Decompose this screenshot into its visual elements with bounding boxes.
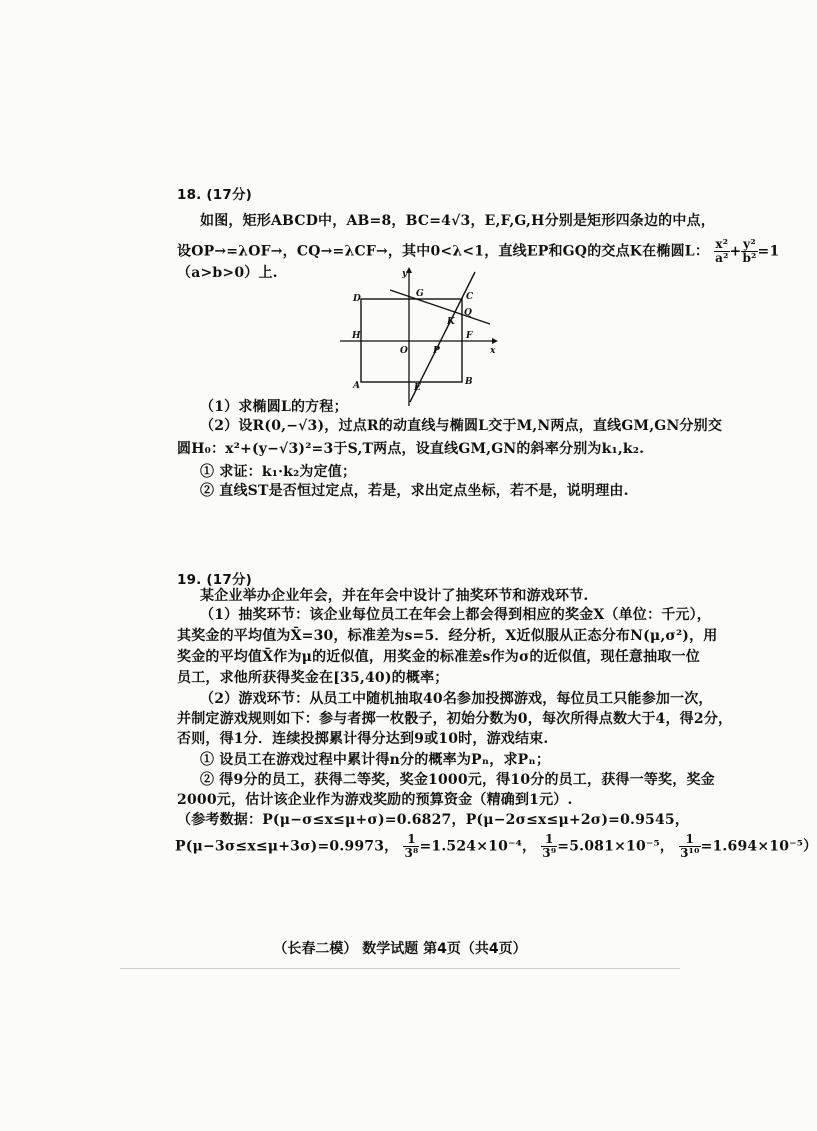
q19-line9: ① 设员工在游戏过程中累计得n分的概率为Pₙ，求Pₙ； (200, 752, 551, 768)
ref-frac-1: $\frac{1}{\text{3⁸}}$ (404, 832, 419, 860)
x-axis-arrow (492, 338, 498, 344)
footer-divider (120, 968, 680, 969)
q19-ref-line1: （参考数据：P(μ−σ≤x≤μ+σ)=0.6827，P(μ−2σ≤x≤μ+2σ)=0.9545， (177, 812, 690, 828)
q19-ref-line2: P(μ−3σ≤x≤μ+3σ)=0.9973， $\frac{1}{\text{3⁸}}$ =1.524×10⁻⁴， $\frac{1}{\text{3⁹}}$ =5.081×10⁻⁵， $\frac{1}{\text{3¹⁰}}$ =1.694×10⁻⁵） (175, 832, 817, 860)
ref-frac-3: $\frac{1}{\text{3¹⁰}}$ (680, 832, 700, 860)
q19-line2: （1）抽奖环节：该企业每位员工在年会上都会得到相应的奖金X（单位：千元）， (200, 607, 712, 623)
q18-line3: （a>b>0）上. (177, 265, 278, 281)
q19-line5: 员工，求他所获得奖金在[35,40)的概率； (177, 670, 449, 686)
label-f: F (466, 331, 473, 341)
page-footer: （长春二模） 数学试题 第4页（共4页） (273, 941, 527, 957)
q18-part2-line1: （2）设R(0,−√3)，过点R的动直线与椭圆L交于M,N两点，直线GM,GN分别交 (200, 418, 723, 434)
label-d: D (353, 294, 361, 304)
q18-part2-a: ① 求证：k₁·k₂为定值； (200, 464, 357, 480)
label-p: P (433, 346, 440, 356)
q19-line10: ② 得9分的员工，获得二等奖，奖金1000元，得10分的员工，获得一等奖，奖金 (200, 772, 715, 788)
label-e: E (414, 383, 421, 393)
q19-line8: 否则，得1分．连续投掷累计得分达到9或10时，游戏结束. (177, 731, 549, 747)
q19-line3: 其奖金的平均值为X̄=30，标准差为s=5．经分析，X近似服从正态分布N(μ,σ²)，用 (177, 628, 718, 644)
q18-line2-text: 设OP→=λOF→，CQ→=λCF→，其中0<λ<1，直线EP和GQ的交点K在椭圆L： (177, 243, 710, 260)
q18-part2-b: ② 直线ST是否恒过定点，若是，求出定点坐标，若不是，说明理由. (200, 483, 629, 499)
q18-part1: （1）求椭圆L的方程； (200, 399, 348, 415)
q19-line1: 某企业举办企业年会，并在年会中设计了抽奖环节和游戏环节. (200, 588, 589, 604)
ellipse-frac-y: $\frac{\text{y²}}{\text{b²}}$ (742, 237, 757, 265)
label-h: H (352, 331, 361, 341)
ref-frac-2: $\frac{1}{\text{3⁹}}$ (542, 832, 557, 860)
label-x: x (490, 346, 496, 356)
q19-line6: （2）游戏环节：从员工中随机抽取40名参加投掷游戏，每位员工只能参加一次， (200, 691, 713, 707)
q19-line4: 奖金的平均值X̄作为μ的近似值，用奖金的标准差s作为σ的近似值，现任意抽取一位 (177, 649, 700, 665)
q18-line1: 如图，矩形ABCD中，AB=8，BC=4√3，E,F,G,H分别是矩形四条边的中点， (200, 213, 715, 229)
label-y: y (402, 269, 408, 279)
label-k: K (447, 317, 455, 327)
q18-line2: 设OP→=λOF→，CQ→=λCF→，其中0<λ<1，直线EP和GQ的交点K在椭圆L： $\frac{\text{x²}}{\text{a²}}$ + $\frac{\text{y²}}{\text{b²}}$ =1 (177, 237, 780, 265)
label-g: G (416, 289, 424, 299)
q18-part2-line2: 圆H₀：x²+(y−√3)²=3于S,T两点，设直线GM,GN的斜率分别为k₁,k₂. (177, 441, 645, 457)
label-c: C (466, 292, 474, 302)
q18-header: 18. (17分) (177, 187, 253, 203)
q19-line11: 2000元，估计该企业作为游戏奖励的预算资金（精确到1元）. (177, 792, 573, 808)
rectangle-ellipse-figure (330, 262, 510, 410)
q19-header: 19. (17分) (177, 572, 253, 588)
label-a: A (353, 381, 360, 391)
q19-line7: 并制定游戏规则如下：参与者掷一枚骰子，初始分数为0，每次所得点数大于4，得2分， (177, 711, 733, 727)
line-gq (390, 290, 490, 324)
label-b: B (465, 377, 473, 387)
label-q: Q (464, 308, 472, 318)
label-o: O (400, 346, 408, 356)
ellipse-frac-x: $\frac{\text{x²}}{\text{a²}}$ (715, 237, 729, 265)
